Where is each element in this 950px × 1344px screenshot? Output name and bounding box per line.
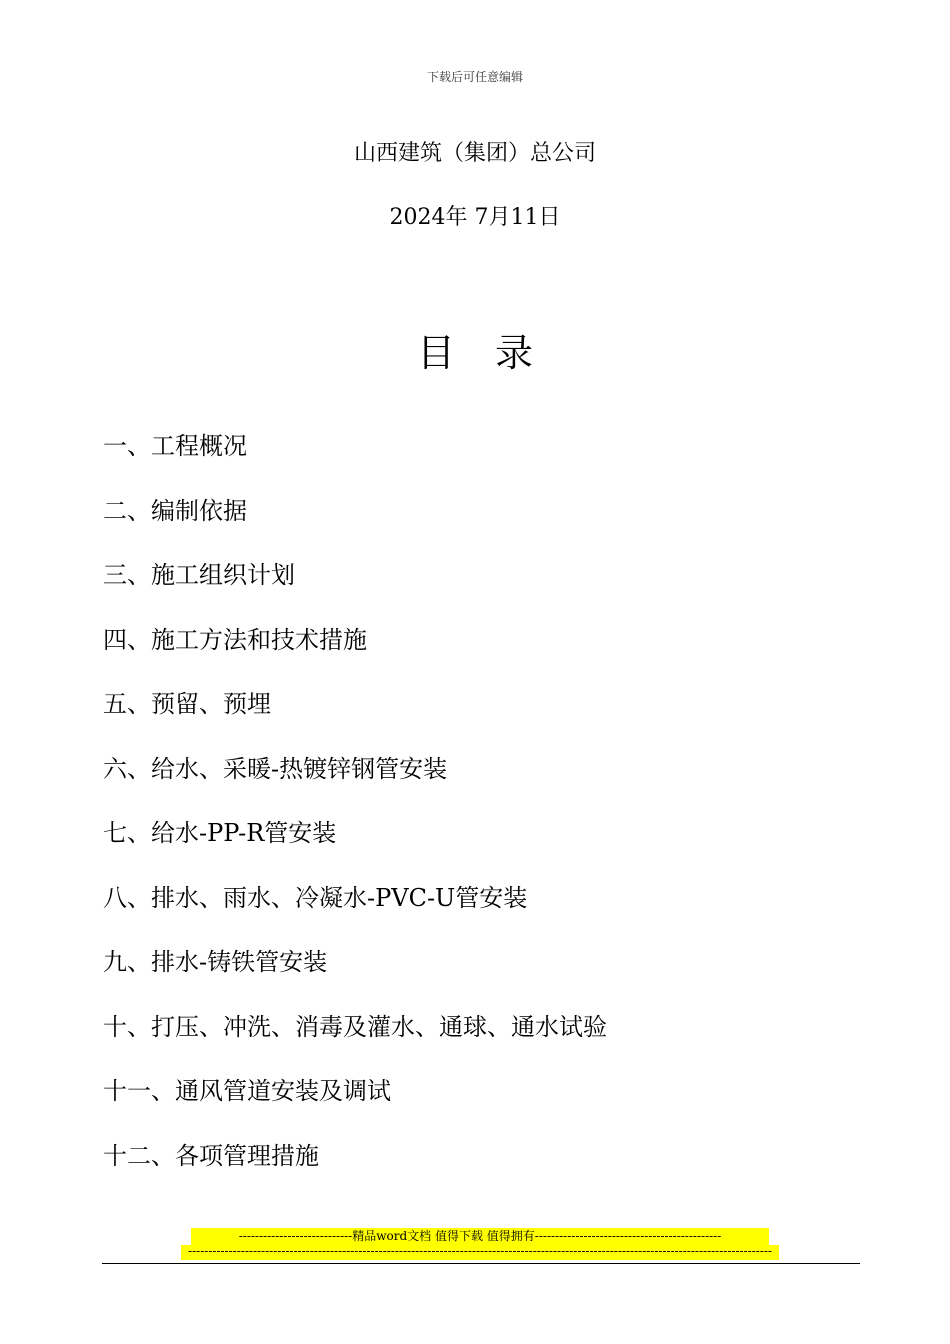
- toc-item: 二、编制依据: [103, 496, 247, 525]
- footer-divider: [102, 1263, 860, 1264]
- toc-item: 八、排水、雨水、冷凝水-PVC-U管安装: [103, 883, 528, 912]
- toc-item: 七、给水-PP-R管安装: [103, 819, 337, 847]
- header-note: 下载后可任意编辑: [426, 70, 523, 84]
- toc-item: 三、施工组织计划: [103, 561, 295, 589]
- toc-item: 一、工程概况: [103, 432, 247, 460]
- footer-banner: ----------------------------精品word文档 值得下载 值得拥有----------------------------------------------: [191, 1228, 769, 1245]
- toc-item: 十、打压、冲洗、消毒及灌水、通球、通水试验: [103, 1012, 607, 1041]
- toc-item: 四、施工方法和技术措施: [103, 625, 367, 654]
- footer-dashes: ------------------------------------------------------------------------------------------------------------------------------------------------: [181, 1245, 779, 1260]
- toc-item: 十二、各项管理措施: [103, 1141, 319, 1170]
- toc-title: 目录: [416, 331, 573, 375]
- toc-item: 五、预留、预埋: [103, 690, 271, 718]
- document-date: 2024年 7月11日: [389, 205, 561, 230]
- toc-item: 六、给水、采暖-热镀锌钢管安装: [103, 754, 448, 783]
- company-name: 山西建筑（集团）总公司: [353, 141, 596, 166]
- toc-item: 十一、通风管道安装及调试: [103, 1077, 391, 1105]
- toc-item: 九、排水-铸铁管安装: [103, 948, 328, 976]
- table-of-contents: [103, 430, 607, 1204]
